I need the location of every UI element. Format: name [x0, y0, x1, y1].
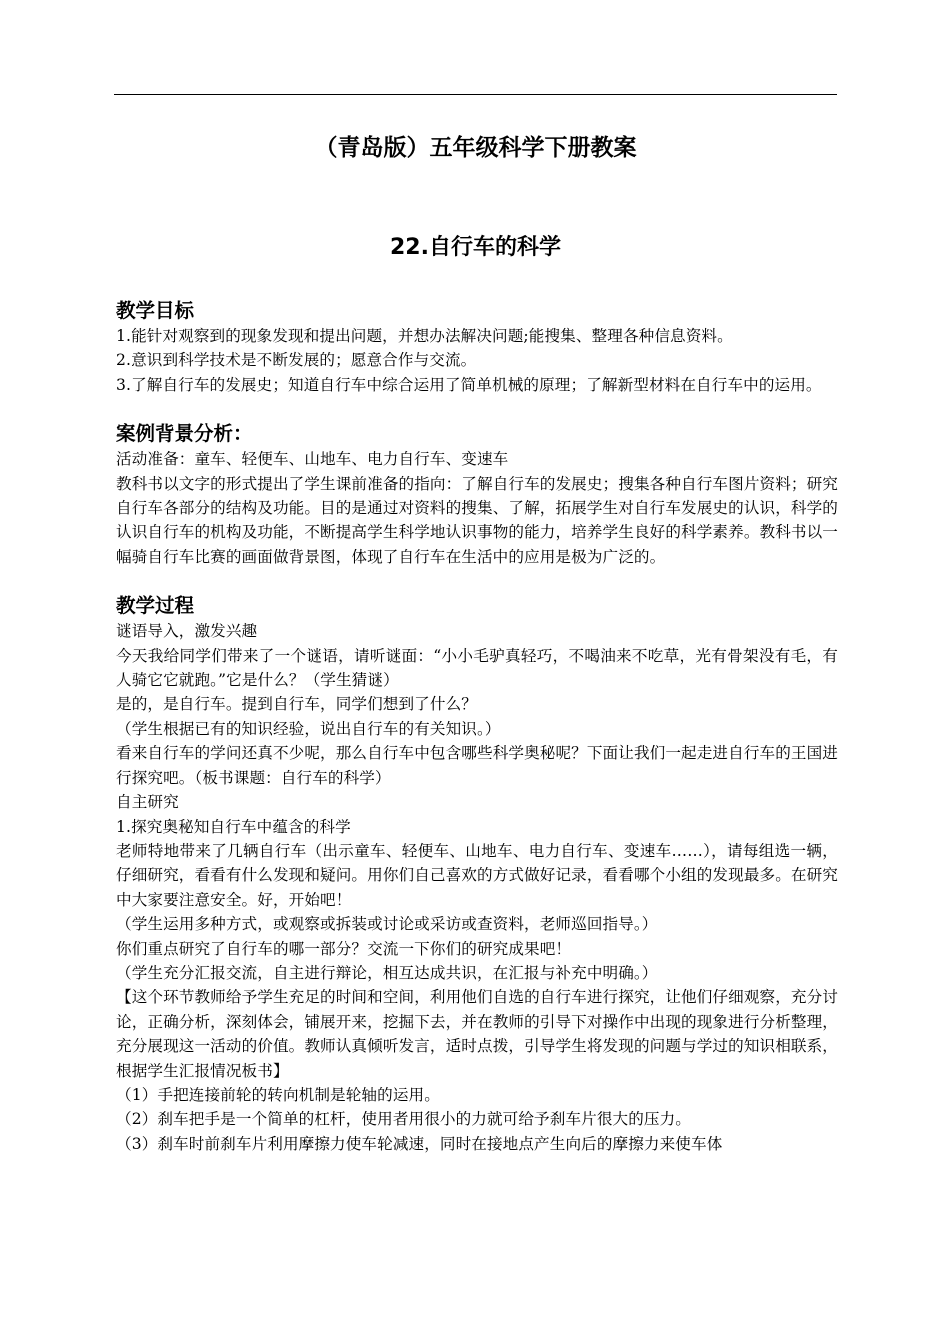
process-paragraph: 1.探究奥秘知自行车中蕴含的科学 [116, 817, 351, 836]
section-heading-background: 案例背景分析： [116, 422, 253, 446]
process-paragraph: 【这个环节教师给予学生充足的时间和空间，利用他们自选的自行车进行探究，让他们仔细观察，充分讨论，正确分析，深刻体会，铺展开来，挖掘下去，并在教师的引导下对操作中出现的现象进行分析整理，充分展现这一活动的价值。教师认真倾听发言，适时点拨，引导学生将发现的问题与学过的知识相联系，根据学生汇报情况板书】 [116, 988, 838, 1080]
process-paragraph: 你们重点研究了自行车的哪一部分？交流一下你们的研究成果吧！ [116, 939, 572, 958]
section-heading-objectives: 教学目标 [116, 299, 195, 322]
process-paragraph: （学生充分汇报交流，自主进行辩论，相互达成共识，在汇报与补充中明确。） [116, 963, 658, 982]
process-paragraph: 今天我给同学们带来了一个谜语，请听谜面：“小小毛驴真轻巧，不喝油来不吃草，光有骨架没有毛，有人骑它它就跑。”它是什么？（学生猜谜） [116, 646, 838, 690]
process-paragraph: （学生运用多种方式，或观察或拆装或讨论或采访或查资料，老师巡回指导。） [116, 915, 658, 934]
process-paragraph: 自主研究 [116, 793, 179, 812]
document-body [116, 298, 838, 1156]
header-rule [114, 94, 837, 95]
process-paragraph: 是的，是自行车。提到自行车，同学们想到了什么？ [116, 695, 477, 714]
section-gap [116, 397, 838, 421]
process-paragraph: 谜语导入，激发兴趣 [116, 622, 258, 641]
objective-item: 3.了解自行车的发展史；知道自行车中综合运用了简单机械的原理；了解新型材料在自行车中的运用。 [116, 375, 822, 394]
process-paragraph: （3）刹车时前刹车片利用摩擦力使车轮减速，同时在接地点产生向后的摩擦力来使车体 [116, 1134, 723, 1153]
process-paragraph: （2）刹车把手是一个简单的杠杆，使用者用很小的力就可给予刹车片很大的压力。 [116, 1110, 691, 1129]
objective-item: 2.意识到科学技术是不断发展的；愿意合作与交流。 [116, 351, 477, 370]
background-paragraph: 活动准备：童车、轻便车、山地车、电力自行车、变速车 [116, 450, 509, 469]
process-paragraph: （学生根据已有的知识经验，说出自行车的有关知识。） [116, 719, 501, 738]
objective-item: 1.能针对观察到的现象发现和提出问题，并想办法解决问题;能搜集、整理各种信息资料。 [116, 327, 733, 345]
process-paragraph: 老师特地带来了几辆自行车（出示童车、轻便车、山地车、电力自行车、变速车……），请每组选一辆，仔细研究，看看有什么发现和疑问。用你们自己喜欢的方式做好记录，看看哪个小组的发现最多。在研究中大家要注意安全。好，开始吧！ [116, 841, 838, 909]
process-paragraph: 看来自行车的学问还真不少呢，那么自行车中包含哪些科学奥秘呢？下面让我们一起走进自行车的王国进行探究吧。（板书课题：自行车的科学） [116, 744, 838, 787]
background-paragraph: 教科书以文字的形式提出了学生课前准备的指向：了解自行车的发展史；搜集各种自行车图片资料；研究自行车各部分的结构及功能。目的是通过对资料的搜集、了解，拓展学生对自行车发展史的认识，科学的认识自行车的机构及功能，不断提高学生科学地认识事物的能力，培养学生良好的科学素养。教科书以一幅骑自行车比赛的画面做背景图，体现了自行车在生活中的应用是极为广泛的。 [116, 474, 838, 566]
section-gap [116, 569, 838, 593]
lesson-title: 22.自行车的科学 [390, 235, 561, 260]
process-paragraph: （1）手把连接前轮的转向机制是轮轴的运用。 [116, 1085, 440, 1104]
section-heading-process: 教学过程 [116, 594, 195, 618]
document-title: （青岛版）五年级科学下册教案 [314, 135, 637, 161]
